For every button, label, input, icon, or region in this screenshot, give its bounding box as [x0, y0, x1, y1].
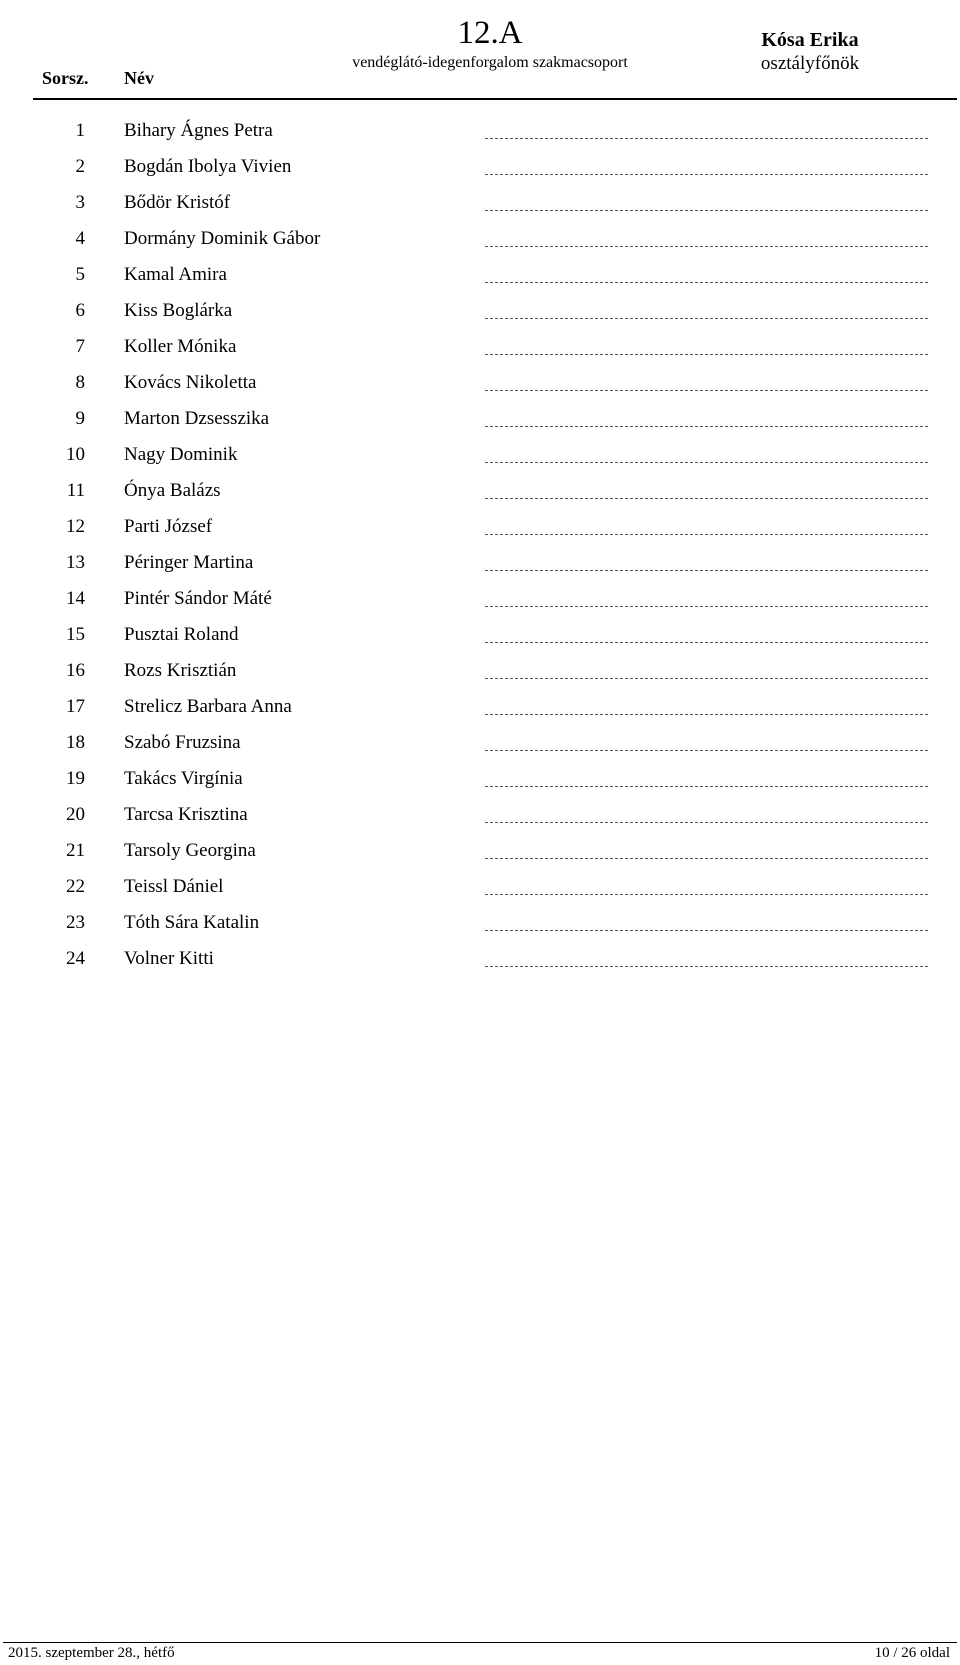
signature-line [485, 210, 928, 211]
page-header [0, 0, 960, 101]
student-row [0, 689, 960, 725]
signature-line [485, 570, 928, 571]
student-row [0, 725, 960, 761]
class-info [340, 14, 640, 72]
signature-line [485, 282, 928, 283]
class-group: vendéglátó-idegenforgalom szakmacsoport [352, 54, 628, 71]
student-row [0, 545, 960, 581]
student-row [0, 905, 960, 941]
class-name: 12.A [457, 15, 523, 51]
student-name: Kovács Nikoletta [124, 372, 257, 393]
student-row [0, 149, 960, 185]
student-row [0, 401, 960, 437]
signature-line [485, 642, 928, 643]
footer-page-number: 10 / 26 oldal [874, 1645, 950, 1661]
student-name: Tarcsa Krisztina [124, 804, 248, 825]
signature-line [485, 138, 928, 139]
signature-line [485, 426, 928, 427]
student-row [0, 761, 960, 797]
signature-line [485, 174, 928, 175]
student-number: 2 [75, 156, 85, 177]
signature-line [485, 858, 928, 859]
teacher-role: osztályfőnök [760, 53, 860, 74]
student-name: Szabó Fruzsina [124, 732, 241, 753]
student-number: 1 [75, 120, 85, 141]
student-row [0, 185, 960, 221]
signature-line [485, 318, 928, 319]
signature-line [485, 462, 928, 463]
student-number: 7 [75, 336, 85, 357]
student-name: Tarsoly Georgina [124, 840, 256, 861]
student-name: Péringer Martina [124, 552, 254, 573]
student-row [0, 869, 960, 905]
student-number: 3 [75, 192, 85, 213]
signature-line [485, 966, 928, 967]
student-row [0, 617, 960, 653]
student-row [0, 653, 960, 689]
student-number: 9 [75, 408, 85, 429]
student-row [0, 797, 960, 833]
signature-line [485, 822, 928, 823]
student-number: 20 [66, 804, 85, 825]
student-number: 18 [66, 732, 85, 753]
student-name: Teissl Dániel [124, 876, 224, 897]
student-row [0, 257, 960, 293]
signature-line [485, 786, 928, 787]
header-divider [33, 98, 957, 100]
signature-line [485, 246, 928, 247]
column-header-number: Sorsz. [42, 68, 89, 88]
signature-line [485, 354, 928, 355]
student-name: Bődör Kristóf [124, 192, 231, 213]
signature-line [485, 930, 928, 931]
student-number: 24 [66, 948, 85, 969]
signature-line [485, 678, 928, 679]
footer-date: 2015. szeptember 28., hétfő [8, 1645, 175, 1661]
student-number: 21 [66, 840, 85, 861]
column-header-name: Név [124, 68, 154, 88]
student-name: Strelicz Barbara Anna [124, 696, 292, 717]
student-number: 13 [66, 552, 85, 573]
student-row [0, 941, 960, 977]
student-name: Dormány Dominik Gábor [124, 228, 321, 249]
student-list [0, 113, 960, 977]
student-row [0, 509, 960, 545]
student-name: Ónya Balázs [124, 480, 221, 501]
student-name: Koller Mónika [124, 336, 237, 357]
student-number: 17 [66, 696, 85, 717]
student-number: 16 [66, 660, 85, 681]
student-name: Marton Dzsesszika [124, 408, 270, 429]
student-row [0, 329, 960, 365]
student-name: Bihary Ágnes Petra [124, 120, 273, 141]
student-number: 6 [75, 300, 85, 321]
footer-divider [3, 1642, 957, 1643]
signature-line [485, 606, 928, 607]
student-number: 23 [66, 912, 85, 933]
student-number: 12 [66, 516, 85, 537]
student-name: Tóth Sára Katalin [124, 912, 260, 933]
student-number: 11 [66, 480, 85, 501]
signature-line [485, 894, 928, 895]
teacher-info [735, 28, 885, 76]
student-number: 22 [66, 876, 85, 897]
student-row [0, 113, 960, 149]
student-name: Parti József [124, 516, 213, 537]
student-row [0, 437, 960, 473]
student-row [0, 833, 960, 869]
student-number: 14 [66, 588, 85, 609]
student-row [0, 221, 960, 257]
student-row [0, 365, 960, 401]
student-number: 19 [66, 768, 85, 789]
student-name: Kiss Boglárka [124, 300, 233, 321]
signature-line [485, 498, 928, 499]
student-name: Volner Kitti [124, 948, 214, 969]
teacher-name: Kósa Erika [761, 29, 859, 51]
student-name: Pusztai Roland [124, 624, 239, 645]
student-name: Kamal Amira [124, 264, 227, 285]
student-number: 15 [66, 624, 85, 645]
student-name: Bogdán Ibolya Vivien [124, 156, 292, 177]
student-name: Takács Virgínia [124, 768, 243, 789]
student-row [0, 473, 960, 509]
student-number: 8 [75, 372, 85, 393]
signature-line [485, 750, 928, 751]
student-name: Pintér Sándor Máté [124, 588, 272, 609]
signature-line [485, 534, 928, 535]
signature-line [485, 390, 928, 391]
student-name: Nagy Dominik [124, 444, 238, 465]
student-number: 5 [75, 264, 85, 285]
student-number: 4 [75, 228, 85, 249]
student-name: Rozs Krisztián [124, 660, 237, 681]
student-number: 10 [66, 444, 85, 465]
student-row [0, 581, 960, 617]
student-row [0, 293, 960, 329]
signature-line [485, 714, 928, 715]
